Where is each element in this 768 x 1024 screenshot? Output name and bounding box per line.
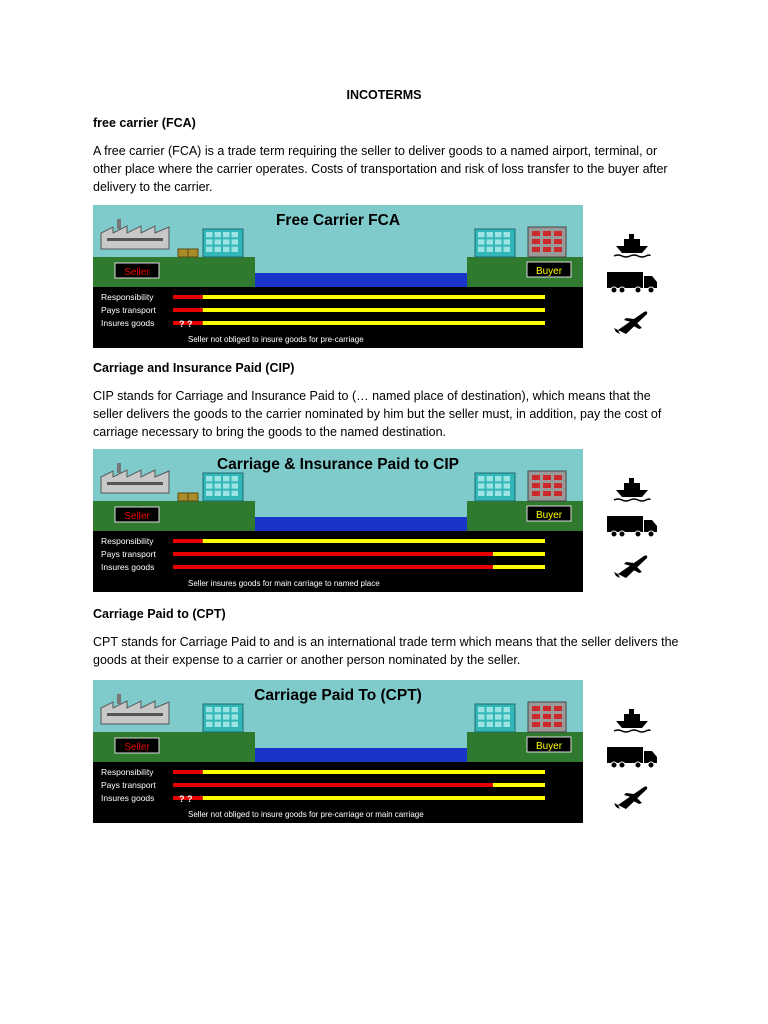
buyer-bar-responsibility: [203, 770, 545, 774]
buyer-bar-insures_goods: [203, 321, 545, 325]
office-window: [504, 247, 511, 252]
paragraph-cpt: CPT stands for Carriage Paid to and is an international trade term which means that the seller delivers the goods at their expense to a carrier or another person nominated by the seller.: [93, 635, 679, 667]
office-window: [495, 476, 502, 481]
seller-bar-pays_transport: [173, 783, 493, 787]
seller-bar-responsibility: [173, 295, 203, 299]
office-window: [232, 722, 239, 727]
row-label: Pays transport: [101, 549, 156, 559]
truck-cab: [644, 520, 657, 532]
office-window: [504, 722, 511, 727]
building-window: [543, 231, 551, 236]
building-window: [554, 247, 562, 252]
buyer-label: Buyer: [535, 510, 563, 521]
truck-trailer: [607, 272, 643, 288]
seller-bar-insures_goods: [173, 565, 493, 569]
buyer-office-icon: [475, 704, 515, 732]
office-window: [495, 239, 502, 244]
airplane-icon-graphic: [604, 304, 660, 336]
office-window: [232, 707, 239, 712]
office-window: [223, 722, 230, 727]
building-window: [554, 491, 562, 496]
office-window: [478, 491, 485, 496]
building-window: [532, 475, 540, 480]
office-window: [223, 491, 230, 496]
office-window: [504, 483, 511, 488]
airplane-icon-graphic: [604, 779, 660, 811]
office-window: [232, 483, 239, 488]
truck-icon-graphic: [604, 266, 660, 298]
diagram-fca: [93, 205, 583, 348]
diagram-title: Free Carrier FCA: [275, 212, 401, 229]
office-window: [478, 476, 485, 481]
building-window: [532, 231, 540, 236]
row-label: Insures goods: [101, 318, 155, 328]
goods-box-icon: [178, 493, 188, 501]
office-window: [495, 247, 502, 252]
ship-cabin: [624, 483, 640, 490]
buyer-bar-insures_goods: [493, 565, 545, 569]
office-window: [232, 247, 239, 252]
diagram-note: Seller not obliged to insure goods for pre-carriage: [188, 335, 364, 344]
heading-cpt: Carriage Paid to (CPT): [93, 607, 226, 621]
office-window: [232, 239, 239, 244]
row-label: Insures goods: [101, 562, 155, 572]
office-window: [478, 707, 485, 712]
office-window: [223, 247, 230, 252]
ship-waves: [614, 499, 650, 501]
truck-icon: [604, 741, 660, 771]
truck-icon-graphic: [604, 741, 660, 773]
truck-wheel: [611, 531, 617, 537]
paragraph-fca: A free carrier (FCA) is a trade term requiring the seller to deliver goods to a named airport, terminal, or other place where the carrier operates. Costs of transportation and risk of loss transfer to the buyer after delivery to the carrier.: [93, 144, 668, 194]
factory-windows: [107, 482, 163, 485]
office-window: [232, 232, 239, 237]
truck-wheel: [619, 762, 625, 768]
goods-box-icon: [178, 249, 188, 257]
ship-icon: [604, 703, 660, 733]
office-window: [223, 714, 230, 719]
office-window: [504, 239, 511, 244]
ship-hull: [616, 246, 648, 253]
truck-wheel: [635, 287, 641, 293]
building-window: [543, 483, 551, 488]
office-window: [206, 476, 213, 481]
plane-tail: [614, 803, 620, 809]
truck-wheel: [619, 531, 625, 537]
question-marks: ? ?: [179, 794, 193, 804]
office-window: [206, 722, 213, 727]
airplane-icon: [604, 779, 660, 809]
ship-icon: [604, 472, 660, 502]
question-marks: ? ?: [179, 319, 193, 329]
office-window: [487, 491, 494, 496]
building-window: [532, 239, 540, 244]
buyer-building-icon: [528, 471, 566, 501]
truck-wheel: [611, 287, 617, 293]
buyer-label: Buyer: [535, 741, 563, 752]
office-window: [215, 714, 222, 719]
water-channel: [255, 273, 467, 287]
water-channel: [255, 748, 467, 762]
diagram-cpt: [93, 680, 583, 823]
office-window: [504, 232, 511, 237]
diagram-cip: [93, 449, 583, 592]
ship-cabin: [624, 239, 640, 246]
office-window: [487, 483, 494, 488]
office-window: [223, 707, 230, 712]
office-window: [206, 232, 213, 237]
office-window: [232, 476, 239, 481]
office-window: [206, 483, 213, 488]
ship-icon: [604, 228, 660, 258]
truck-icon: [604, 266, 660, 296]
ship-waves: [614, 730, 650, 732]
factory-chimney: [117, 463, 121, 473]
plane-tail: [614, 328, 620, 334]
office-window: [487, 722, 494, 727]
factory-chimney: [117, 694, 121, 704]
office-window: [206, 239, 213, 244]
building-window: [532, 483, 540, 488]
airplane-icon: [604, 548, 660, 578]
row-label: Responsibility: [101, 767, 154, 777]
office-window: [215, 722, 222, 727]
seller-bar-pays_transport: [173, 308, 203, 312]
office-window: [495, 483, 502, 488]
buyer-bar-responsibility: [203, 295, 545, 299]
office-window: [504, 491, 511, 496]
buyer-office-icon: [475, 229, 515, 257]
heading-cip: Carriage and Insurance Paid (CIP): [93, 361, 295, 375]
truck-wheel: [635, 762, 641, 768]
buyer-label: Buyer: [535, 266, 563, 277]
ship-funnel: [629, 234, 634, 239]
factory-windows: [107, 713, 163, 716]
seller-bar-pays_transport: [173, 552, 493, 556]
office-window: [478, 722, 485, 727]
building-window: [554, 714, 562, 719]
row-label: Pays transport: [101, 780, 156, 790]
buyer-bar-pays_transport: [493, 552, 545, 556]
airplane-icon-graphic: [604, 548, 660, 580]
truck-trailer: [607, 516, 643, 532]
ship-funnel: [629, 709, 634, 714]
building-window: [543, 706, 551, 711]
office-window: [487, 239, 494, 244]
buyer-bar-responsibility: [203, 539, 545, 543]
heading-fca: free carrier (FCA): [93, 116, 196, 130]
truck-wheel: [648, 531, 654, 537]
truck-wheel: [635, 531, 641, 537]
office-window: [215, 232, 222, 237]
building-window: [554, 722, 562, 727]
office-window: [478, 247, 485, 252]
seller-bar-responsibility: [173, 770, 203, 774]
plane-tail: [614, 572, 620, 578]
building-window: [554, 706, 562, 711]
office-window: [206, 714, 213, 719]
office-window: [487, 232, 494, 237]
office-window: [487, 707, 494, 712]
factory-chimney: [117, 219, 121, 229]
factory-windows: [107, 238, 163, 241]
building-window: [532, 722, 540, 727]
building-window: [554, 239, 562, 244]
airplane-icon: [604, 304, 660, 334]
row-label: Insures goods: [101, 793, 155, 803]
office-window: [495, 491, 502, 496]
office-window: [223, 232, 230, 237]
building-window: [543, 714, 551, 719]
ship-hull: [616, 490, 648, 497]
row-label: Responsibility: [101, 292, 154, 302]
office-window: [215, 476, 222, 481]
ship-waves: [614, 255, 650, 257]
incoterm-diagram: [93, 680, 583, 823]
buyer-bar-insures_goods: [203, 796, 545, 800]
office-window: [487, 714, 494, 719]
ship-icon-graphic: [604, 228, 660, 260]
office-window: [504, 707, 511, 712]
truck-icon: [604, 510, 660, 540]
building-window: [532, 714, 540, 719]
ship-hull: [616, 721, 648, 728]
office-window: [215, 491, 222, 496]
office-window: [206, 707, 213, 712]
diagram-title: Carriage & Insurance Paid to CIP: [216, 456, 460, 473]
office-window: [223, 239, 230, 244]
office-window: [495, 722, 502, 727]
ship-icon-graphic: [604, 472, 660, 504]
truck-icon-graphic: [604, 510, 660, 542]
building-window: [554, 483, 562, 488]
buyer-building-icon: [528, 227, 566, 257]
seller-label: Seller: [124, 267, 150, 278]
buyer-building-icon: [528, 702, 566, 732]
goods-box-icon: [188, 249, 198, 257]
diagram-title: Carriage Paid To (CPT): [254, 687, 422, 704]
incoterm-diagram: [93, 449, 583, 592]
office-window: [215, 483, 222, 488]
truck-cab: [644, 751, 657, 763]
truck-wheel: [648, 287, 654, 293]
truck-wheel: [611, 762, 617, 768]
building-window: [554, 475, 562, 480]
buyer-office-icon: [475, 473, 515, 501]
office-window: [215, 247, 222, 252]
office-window: [206, 247, 213, 252]
office-window: [232, 491, 239, 496]
seller-office-icon: [203, 704, 243, 732]
building-window: [543, 722, 551, 727]
seller-bar-responsibility: [173, 539, 203, 543]
diagram-note: Seller not obliged to insure goods for pre-carriage or main carriage: [188, 810, 424, 819]
document-title: INCOTERMS: [346, 88, 422, 102]
truck-wheel: [619, 287, 625, 293]
seller-label: Seller: [124, 511, 150, 522]
truck-wheel: [648, 762, 654, 768]
building-window: [543, 491, 551, 496]
ship-cabin: [624, 714, 640, 721]
building-window: [543, 239, 551, 244]
row-label: Pays transport: [101, 305, 156, 315]
ship-funnel: [629, 478, 634, 483]
truck-trailer: [607, 747, 643, 763]
seller-office-icon: [203, 473, 243, 501]
office-window: [487, 476, 494, 481]
diagram-note: Seller insures goods for main carriage to named place: [188, 579, 380, 588]
building-window: [543, 247, 551, 252]
goods-box-icon: [188, 493, 198, 501]
water-channel: [255, 517, 467, 531]
seller-office-icon: [203, 229, 243, 257]
ship-icon-graphic: [604, 703, 660, 735]
office-window: [478, 483, 485, 488]
office-window: [495, 707, 502, 712]
office-window: [223, 476, 230, 481]
seller-label: Seller: [124, 742, 150, 753]
building-window: [543, 475, 551, 480]
office-window: [215, 239, 222, 244]
buyer-bar-pays_transport: [203, 308, 545, 312]
truck-cab: [644, 276, 657, 288]
row-label: Responsibility: [101, 536, 154, 546]
office-window: [223, 483, 230, 488]
office-window: [495, 232, 502, 237]
office-window: [232, 714, 239, 719]
office-window: [504, 476, 511, 481]
building-window: [554, 231, 562, 236]
office-window: [206, 491, 213, 496]
office-window: [487, 247, 494, 252]
office-window: [504, 714, 511, 719]
office-window: [478, 714, 485, 719]
building-window: [532, 706, 540, 711]
building-window: [532, 247, 540, 252]
office-window: [495, 714, 502, 719]
office-window: [215, 707, 222, 712]
building-window: [532, 491, 540, 496]
office-window: [478, 232, 485, 237]
office-window: [478, 239, 485, 244]
paragraph-cip: CIP stands for Carriage and Insurance Paid to (… named place of destination), which means that the seller delivers the goods to the carrier nominated by him but the seller must, in addition, pay the cost of carriage necessary to bring the goods to the named destination.: [93, 389, 662, 439]
buyer-bar-pays_transport: [493, 783, 545, 787]
incoterm-diagram: [93, 205, 583, 348]
